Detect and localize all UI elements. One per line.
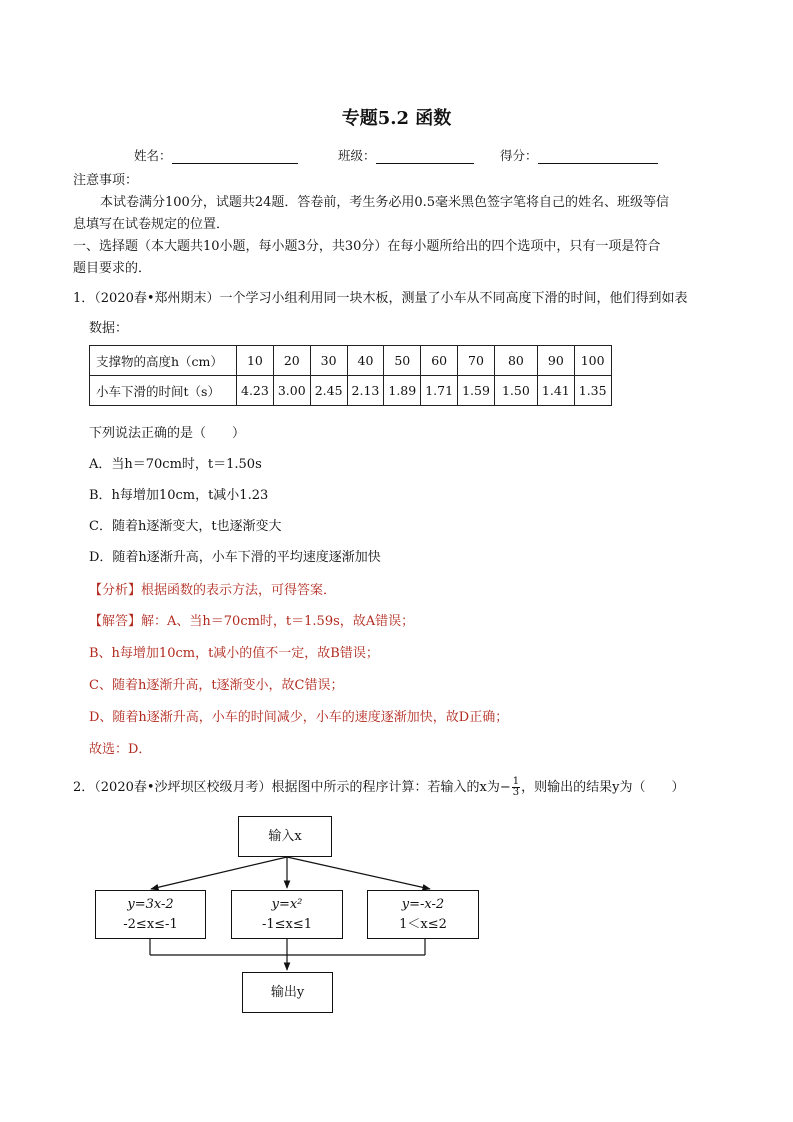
q1-prompt: 下列说法正确的是（ ） <box>89 426 246 441</box>
flow-box-2 <box>231 890 343 939</box>
table-cell: 40 <box>347 346 384 376</box>
box1-range: -2≤x≤-1 <box>123 917 178 932</box>
flow-input-text: 输入x <box>268 829 302 844</box>
table-cell: 1.41 <box>537 376 574 406</box>
table-cell: 1.89 <box>384 376 421 406</box>
answer-tag: 【解答】 <box>89 614 142 629</box>
score-label: 得分： <box>500 148 538 163</box>
fraction-numerator: 1 <box>512 776 520 787</box>
notice-line-2: 息填写在试卷规定的位置． <box>73 217 230 232</box>
table-cell: 2.13 <box>347 376 384 406</box>
flow-box-3 <box>367 890 479 939</box>
table-cell: 90 <box>537 346 574 376</box>
q1-stem: （2020春•郑州期末）一个学习小组利用同一块木板，测量了小车从不同高度下滑的时间，他们得到如表 <box>94 291 688 306</box>
table-cell: 100 <box>574 346 611 376</box>
q1-option-c: C．随着h逐渐变大，t也逐渐变大 <box>89 519 282 534</box>
table-cell: 2.45 <box>310 376 347 406</box>
row1-header: 支撑物的高度h（cm） <box>90 346 237 376</box>
q1-option-a: A．当h＝70cm时，t＝1.50s <box>89 457 262 472</box>
arrow-to-box1 <box>151 857 287 889</box>
table-cell: 80 <box>494 346 537 376</box>
q1-answer-line-3: C、随着h逐渐升高，t逐渐变小，故C错误； <box>89 678 344 693</box>
flow-output-box <box>242 972 333 1013</box>
section-line-1: 一、选择题（本大题共10小题，每小题3分，共30分）在每小题所给出的四个选项中，只有一项是符合 <box>73 239 661 254</box>
q1-option-b: B．h每增加10cm，t减小1.23 <box>89 488 269 503</box>
table-cell: 50 <box>384 346 421 376</box>
table-cell: 1.35 <box>574 376 611 406</box>
fraction-denominator: 3 <box>512 787 520 798</box>
table-cell: 60 <box>421 346 458 376</box>
q2-number: 2． <box>73 780 95 795</box>
box2-range: -1≤x≤1 <box>261 917 313 932</box>
name-label: 姓名： <box>134 148 172 163</box>
flow-box-1 <box>95 890 206 939</box>
table-cell: 20 <box>273 346 310 376</box>
table-cell: 1.59 <box>458 376 495 406</box>
table-cell: 70 <box>458 346 495 376</box>
table-cell: 1.50 <box>494 376 537 406</box>
notice-heading: 注意事项： <box>73 173 139 188</box>
row2-header: 小车下滑的时间t（s） <box>90 376 237 406</box>
table-cell: 4.23 <box>237 376 274 406</box>
flow-input-box <box>238 816 332 857</box>
table-cell: 30 <box>310 346 347 376</box>
q2-stem-pre: （2020春•沙坪坝区校级月考）根据图中所示的程序计算：若输入的x为 <box>94 780 500 795</box>
box2-formula: y=x² <box>271 897 303 912</box>
arrow-to-box3 <box>287 857 430 889</box>
q2-stem-post: ，则输出的结果y为（ ） <box>521 780 685 795</box>
class-label: 班级： <box>338 148 376 163</box>
section-line-2: 题目要求的． <box>73 261 152 276</box>
table-cell: 10 <box>237 346 274 376</box>
analysis-tag: 【分析】 <box>89 583 142 598</box>
table-cell: 3.00 <box>273 376 310 406</box>
page-title: 专题5.2 函数 <box>341 108 452 129</box>
q1-answer-line-4: D、随着h逐渐升高，小车的时间减少，小车的速度逐渐加快，故D正确； <box>89 710 509 725</box>
q1-stem-line-2: 数据： <box>89 321 129 336</box>
q1-conclusion: 故选：D． <box>89 742 152 757</box>
q1-number: 1． <box>73 291 95 306</box>
box3-formula: y=-x-2 <box>401 897 445 912</box>
box3-range: 1＜x≤2 <box>399 917 447 932</box>
q2-frac-sign: − <box>499 780 511 795</box>
notice-line-1: 本试卷满分100分，试题共24题．答卷前，考生务必用0.5毫米黑色签字笔将自己的姓名、班级等信 <box>100 195 670 210</box>
box1-formula: y=3x-2 <box>127 897 174 912</box>
table-cell: 1.71 <box>421 376 458 406</box>
analysis-text: 根据函数的表示方法，可得答案． <box>141 583 337 598</box>
q1-answer-line-2: B、h每增加10cm，t减小的值不一定，故B错误； <box>89 646 379 661</box>
q1-option-d: D．随着h逐渐升高，小车下滑的平均速度逐渐加快 <box>89 550 381 565</box>
answer-text: 解：A、当h＝70cm时，t＝1.59s，故A错误； <box>141 614 415 629</box>
flow-output-text: 输出y <box>270 985 305 1000</box>
